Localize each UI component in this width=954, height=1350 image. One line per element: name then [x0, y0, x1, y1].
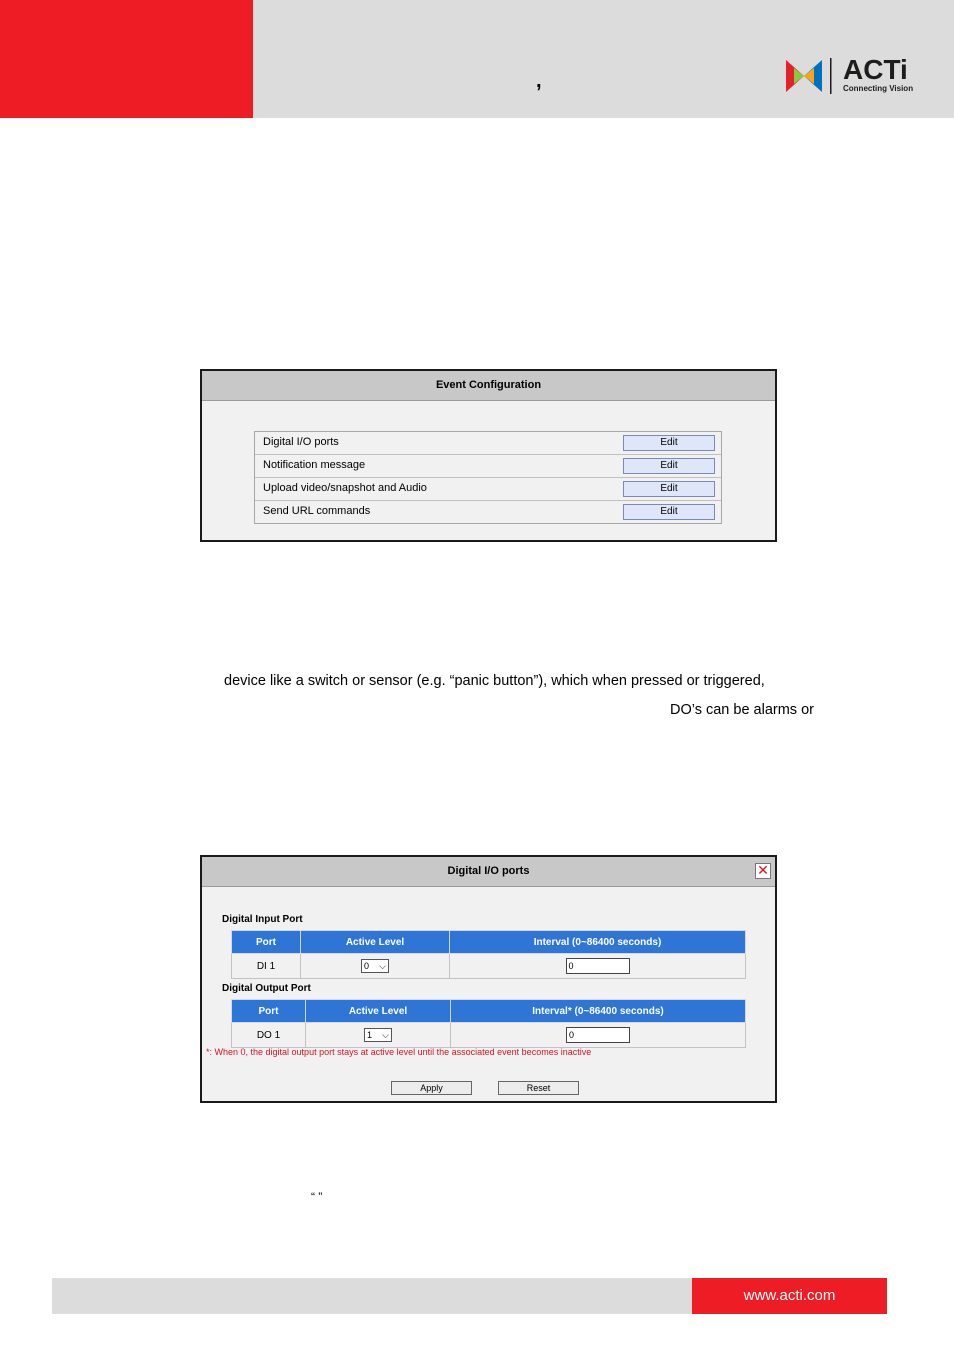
body-text-line: DO’s can be alarms or: [670, 702, 814, 718]
body-text-line: device like a switch or sensor (e.g. “panic button”), which when pressed or triggered,: [224, 673, 765, 689]
digital-input-table: [231, 930, 746, 979]
digital-input-section-label: Digital Input Port: [222, 914, 303, 925]
acti-logo: [784, 56, 924, 96]
active-level-select[interactable]: [361, 959, 389, 973]
interval-input[interactable]: 0: [566, 958, 630, 974]
chevron-down-icon: ⌵: [379, 961, 386, 971]
interval-cell: [450, 954, 746, 979]
butterfly-logo-icon: [784, 56, 838, 96]
panel-title: Digital I/O ports: [202, 857, 775, 887]
interval-note: *: When 0, the digital output port stays at active level until the associated event becomes inactive: [206, 1047, 592, 1057]
select-value: 1: [367, 1030, 373, 1040]
port-cell: DO 1: [232, 1023, 306, 1048]
logo-tagline: Connecting Vision: [843, 84, 914, 93]
event-row-label: Send URL commands: [263, 505, 371, 517]
edit-notification-button[interactable]: Edit: [623, 458, 715, 474]
quote-marks: “ ”: [311, 1190, 323, 1204]
column-header-interval: Interval* (0~86400 seconds): [451, 1000, 746, 1023]
active-level-select[interactable]: [364, 1028, 392, 1042]
footer-url[interactable]: www.acti.com: [692, 1278, 887, 1314]
interval-input[interactable]: 0: [566, 1027, 630, 1043]
event-row-label: Upload video/snapshot and Audio: [263, 482, 427, 494]
column-header-port: Port: [232, 931, 301, 954]
event-row-notification: [255, 455, 721, 478]
header-red-block: [0, 0, 253, 118]
reset-button[interactable]: Reset: [498, 1081, 579, 1095]
active-level-cell: [306, 1023, 451, 1048]
event-list: [254, 431, 722, 524]
table-row: [232, 954, 746, 979]
column-header-active-level: Active Level: [306, 1000, 451, 1023]
chevron-down-icon: ⌵: [382, 1030, 389, 1040]
select-value: 0: [364, 961, 370, 971]
edit-digital-io-button[interactable]: Edit: [623, 435, 715, 451]
column-header-port: Port: [232, 1000, 306, 1023]
footer-gray-band: [52, 1278, 692, 1314]
digital-io-panel: [200, 855, 777, 1103]
event-row-upload: [255, 478, 721, 501]
logo-wordmark: ACTi: [843, 54, 908, 85]
active-level-cell: [301, 954, 450, 979]
event-configuration-panel: [200, 369, 777, 542]
table-row: [232, 1023, 746, 1048]
panel-title: Event Configuration: [202, 371, 775, 401]
event-row-digital-io: [255, 432, 721, 455]
apply-button[interactable]: Apply: [391, 1081, 472, 1095]
digital-output-section-label: Digital Output Port: [222, 983, 311, 994]
edit-url-commands-button[interactable]: Edit: [623, 504, 715, 520]
event-row-label: Digital I/O ports: [263, 436, 339, 448]
edit-upload-button[interactable]: Edit: [623, 481, 715, 497]
event-row-label: Notification message: [263, 459, 366, 471]
column-header-active-level: Active Level: [301, 931, 450, 954]
interval-cell: [451, 1023, 746, 1048]
port-cell: DI 1: [232, 954, 301, 979]
event-row-url-commands: [255, 501, 721, 523]
close-icon[interactable]: ✕: [755, 863, 771, 879]
header-comma: ,: [536, 70, 542, 92]
digital-output-table: [231, 999, 746, 1048]
column-header-interval: Interval (0~86400 seconds): [450, 931, 746, 954]
